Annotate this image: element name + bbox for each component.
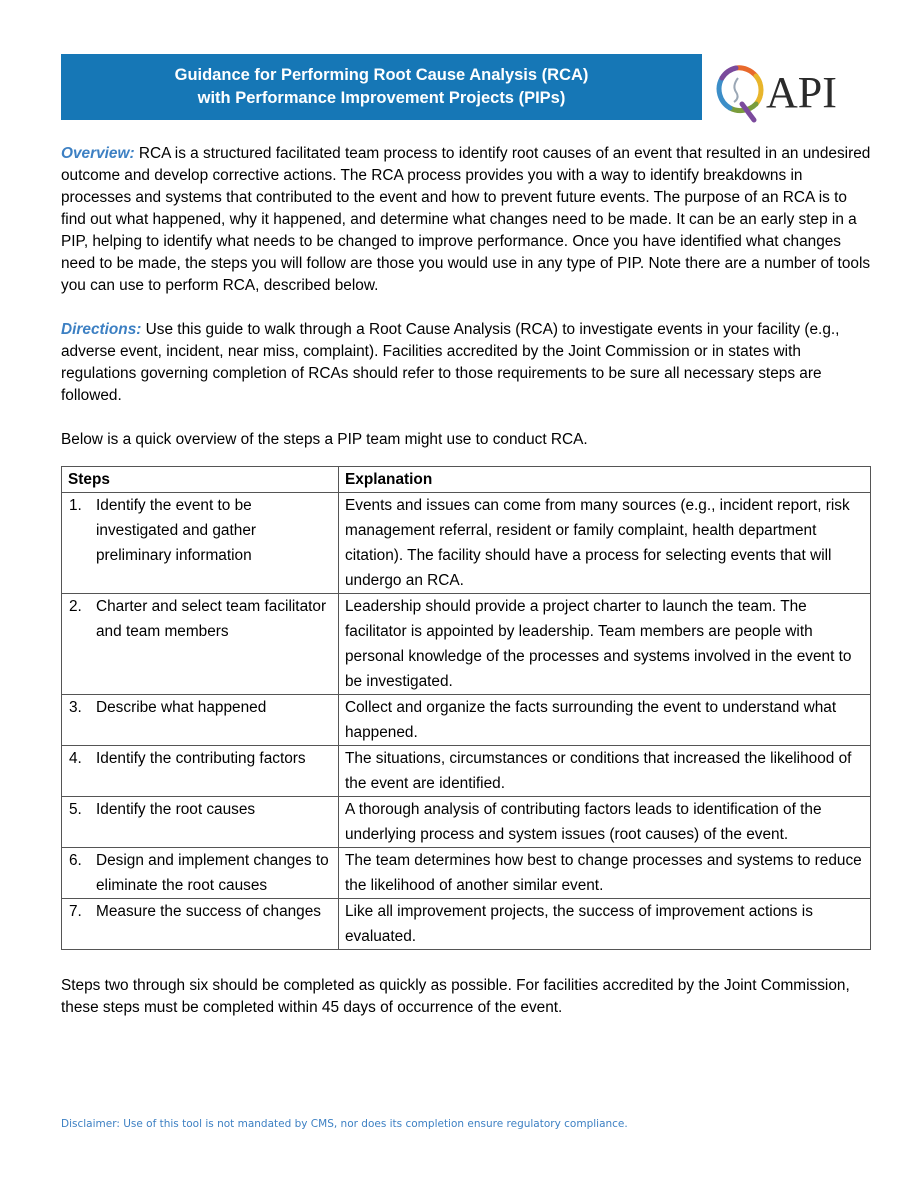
explanation-cell: The situations, circumstances or conditions that increased the likelihood of the event are identified. xyxy=(339,746,871,797)
explanation-cell: Collect and organize the facts surrounding the event to understand what happened. xyxy=(339,695,871,746)
table-row xyxy=(62,594,871,695)
step-cell xyxy=(62,493,339,594)
step-number: 2. xyxy=(69,598,82,615)
explanation-cell: Like all improvement projects, the success of improvement actions is evaluated. xyxy=(339,899,871,950)
overview-paragraph xyxy=(61,143,873,297)
intro-paragraph: Below is a quick overview of the steps a PIP team might use to conduct RCA. xyxy=(61,431,588,448)
table-row xyxy=(62,848,871,899)
step-text: Identify the contributing factors xyxy=(96,750,306,767)
steps-column-header: Steps xyxy=(62,467,339,493)
step-cell xyxy=(62,695,339,746)
table-row xyxy=(62,797,871,848)
table-row xyxy=(62,899,871,950)
step-text: Describe what happened xyxy=(96,699,267,716)
step-number: 4. xyxy=(69,750,82,767)
page-title-line-1: Guidance for Performing Root Cause Analysis (RCA) xyxy=(174,66,589,84)
step-cell xyxy=(62,797,339,848)
step-text: Measure the success of changes xyxy=(96,903,321,920)
explanation-column-header: Explanation xyxy=(339,467,871,493)
step-text: Charter and select team facilitator and team members xyxy=(96,598,327,640)
qapi-logo xyxy=(716,62,862,124)
directions-paragraph xyxy=(61,319,873,407)
step-number: 5. xyxy=(69,801,82,818)
document-body xyxy=(61,143,873,1019)
step-text: Design and implement changes to eliminate the root causes xyxy=(96,852,329,894)
closing-paragraph: Steps two through six should be completed as quickly as possible. For facilities accredited by the Joint Commission, these steps must be completed within 45 days of occurrence of the event. xyxy=(61,977,850,1016)
table-header-row xyxy=(62,467,871,493)
step-number: 7. xyxy=(69,903,82,920)
explanation-cell: Events and issues can come from many sources (e.g., incident report, risk management referral, resident or family complaint, health department citation). The facility should have a process for selecting events that will undergo an RCA. xyxy=(339,493,871,594)
directions-text: Use this guide to walk through a Root Cause Analysis (RCA) to investigate events in your facility (e.g., adverse event, incident, near miss, complaint). Facilities accredited by the Joint Commission or in states with regulations governing completion of RCAs should refer to those requirements to be sure all necessary steps are followed. xyxy=(61,321,840,404)
qapi-logo-mark-icon xyxy=(716,62,862,124)
overview-text: RCA is a structured facilitated team process to identify root causes of an event that resulted in an undesired outcome and develop corrective actions. The RCA process provides you with a way to identify breakdowns in processes and systems that contributed to the event and how to prevent future events. The purpose of an RCA is to find out what happened, why it happened, and determine what changes need to be made. It can be an early step in a PIP, helping to identify what needs to be changed to improve performance. Once you have identified what changes need to be made, the steps you will follow are those you would use in any type of PIP. Note there are a number of tools you can use to perform RCA, described below. xyxy=(61,145,871,294)
directions-label: Directions: xyxy=(61,321,142,338)
explanation-cell: The team determines how best to change processes and systems to reduce the likelihood of another similar event. xyxy=(339,848,871,899)
step-number: 1. xyxy=(69,497,82,514)
step-cell xyxy=(62,594,339,695)
overview-label: Overview: xyxy=(61,145,135,162)
step-number: 6. xyxy=(69,852,82,869)
step-cell xyxy=(62,848,339,899)
step-cell xyxy=(62,899,339,950)
table-row xyxy=(62,746,871,797)
explanation-cell: A thorough analysis of contributing factors leads to identification of the underlying process and system issues (root causes) of the event. xyxy=(339,797,871,848)
disclaimer-footer: Disclaimer: Use of this tool is not mandated by CMS, nor does its completion ensure regulatory compliance. xyxy=(61,1118,628,1130)
explanation-cell: Leadership should provide a project charter to launch the team. The facilitator is appointed by leadership. Team members are people with personal knowledge of the processes and systems involved in the event to be investigated. xyxy=(339,594,871,695)
rca-steps-table xyxy=(61,466,871,950)
table-row xyxy=(62,493,871,594)
step-text: Identify the root causes xyxy=(96,801,256,818)
title-banner xyxy=(61,54,702,120)
table-row xyxy=(62,695,871,746)
step-text: Identify the event to be investigated and gather preliminary information xyxy=(96,497,257,564)
page-title-line-2: with Performance Improvement Projects (PIPs) xyxy=(197,89,566,107)
step-number: 3. xyxy=(69,699,82,716)
step-cell xyxy=(62,746,339,797)
logo-text: API xyxy=(766,68,837,117)
